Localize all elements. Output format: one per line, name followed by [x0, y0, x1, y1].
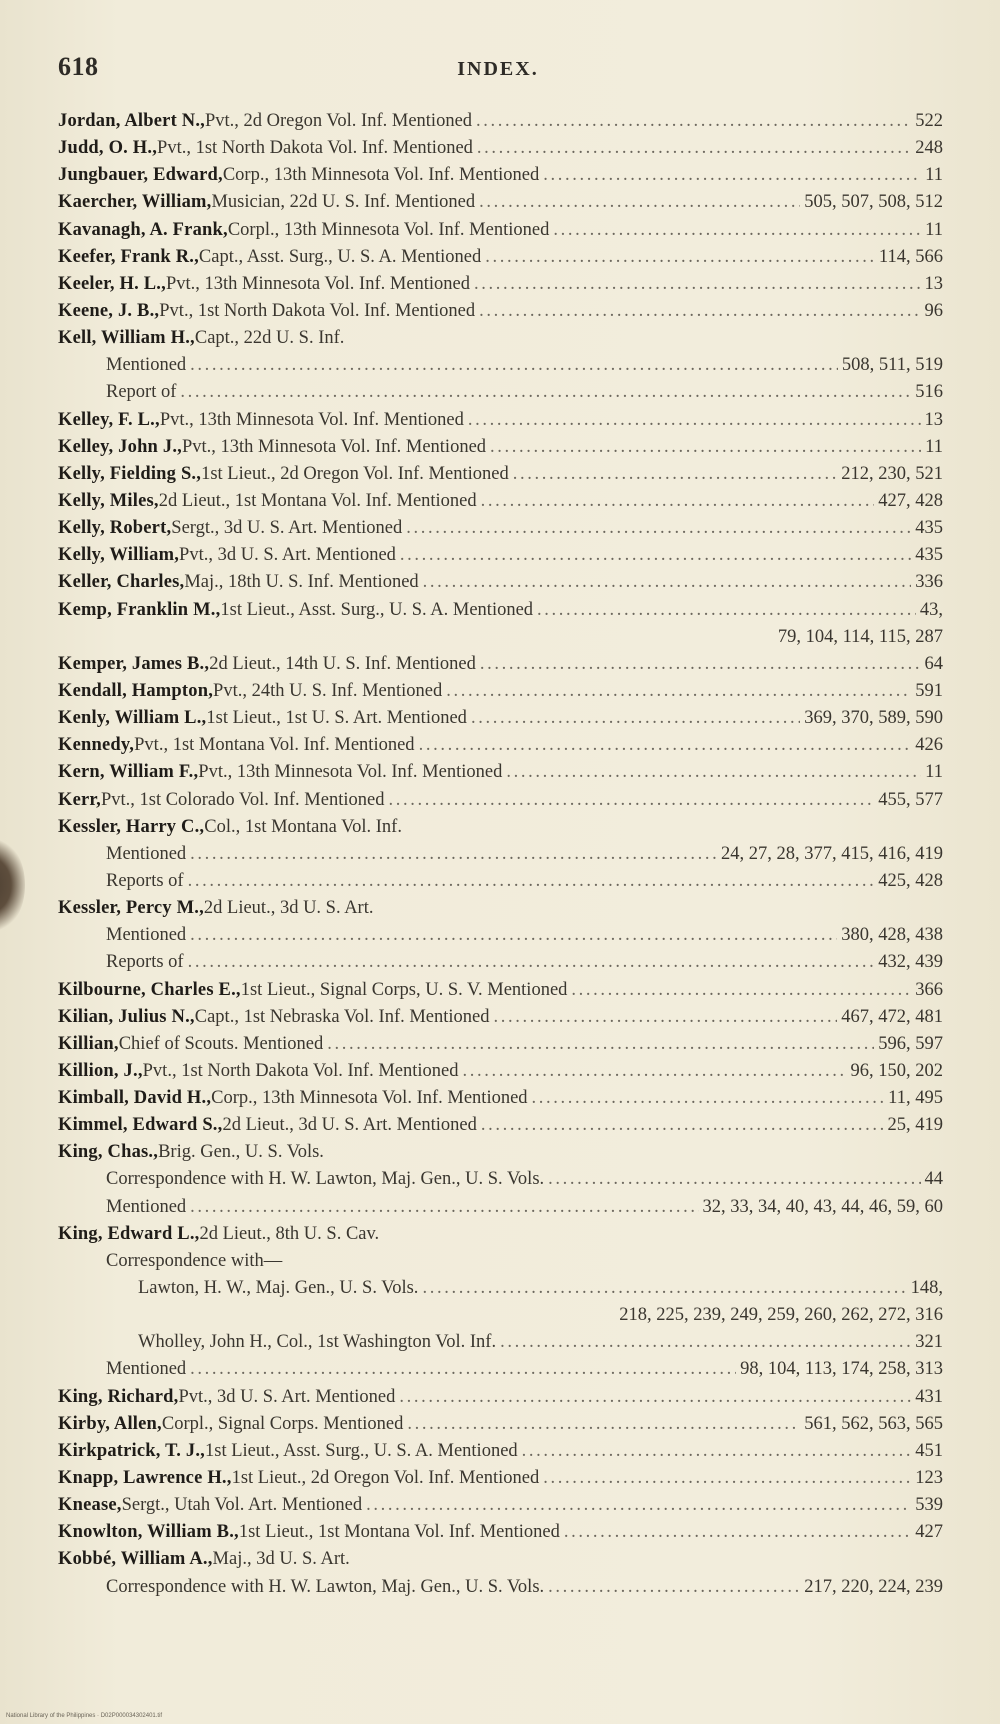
index-entry-continuation — [58, 1302, 943, 1329]
dot-leader — [490, 434, 921, 461]
index-entry — [58, 1546, 943, 1573]
entry-pages: 539 — [915, 1495, 943, 1516]
index-entry — [58, 1004, 943, 1031]
index-entry — [58, 1384, 943, 1411]
entry-pages: 25, 419 — [887, 1115, 943, 1136]
entry-description: 2d Lieut., 8th U. S. Cav. — [199, 1223, 380, 1244]
entry-pages: 13 — [924, 409, 943, 430]
dot-leader — [571, 977, 911, 1004]
entry-name: Jordan, Albert N., — [58, 111, 205, 131]
index-entry — [58, 217, 943, 244]
dot-leader — [480, 651, 921, 678]
index-entries — [58, 108, 943, 1601]
entry-description: Reports of — [106, 870, 184, 891]
index-entry — [58, 488, 943, 515]
entry-pages: 366 — [915, 979, 943, 1000]
index-entry — [58, 569, 943, 596]
entry-pages: 11 — [925, 219, 943, 240]
entry-pages: 79, 104, 114, 115, 287 — [777, 626, 943, 647]
entry-description: Wholley, John H., Col., 1st Washington Vol. Inf. — [138, 1332, 497, 1353]
dot-leader — [190, 1194, 698, 1221]
index-entry — [58, 542, 943, 569]
dot-leader — [476, 108, 911, 135]
entry-description: Sergt., 3d U. S. Art. Mentioned — [171, 518, 403, 539]
entry-description: 2d Lieut., 14th U. S. Inf. Mentioned — [209, 653, 476, 674]
index-entry — [58, 1438, 943, 1465]
entry-pages: 369, 370, 589, 590 — [804, 708, 943, 729]
index-subentry — [58, 1248, 943, 1275]
entry-name: Kavanagh, A. Frank, — [58, 219, 228, 240]
index-subentry — [58, 949, 943, 976]
entry-description: 1st Lieut., Signal Corps, U. S. V. Mentioned — [240, 979, 568, 1000]
index-subentry — [58, 352, 943, 379]
index-entry — [58, 1465, 943, 1492]
dot-leader — [400, 542, 911, 569]
scan-credit: National Library of the Philippines · D02P000034302401.tif — [6, 1713, 163, 1719]
entry-pages: 11 — [925, 436, 943, 457]
dot-leader — [543, 162, 921, 189]
dot-leader — [407, 1411, 800, 1438]
entry-description: Capt., Asst. Surg., U. S. A. Mentioned — [198, 246, 482, 267]
index-subentry — [58, 922, 943, 949]
entry-description: Pvt., 1st North Dakota Vol. Inf. Mentioned — [157, 138, 473, 159]
entry-name: Kimball, David H., — [58, 1088, 212, 1109]
entry-pages: 427 — [915, 1522, 943, 1543]
entry-pages: 148, — [910, 1278, 943, 1299]
entry-description: Capt., 1st Nebraska Vol. Inf. Mentioned — [194, 1006, 490, 1027]
dot-leader — [548, 1166, 920, 1193]
entry-name: Keene, J. B., — [58, 300, 160, 321]
entry-name: Kaercher, William, — [58, 192, 212, 213]
page-header — [58, 52, 938, 88]
index-entry — [58, 1139, 943, 1166]
running-title: INDEX. — [457, 58, 539, 80]
entry-description: Sergt., Utah Vol. Art. Mentioned — [121, 1495, 363, 1516]
entry-pages: 431 — [915, 1386, 943, 1407]
entry-pages: 467, 472, 481 — [841, 1006, 943, 1027]
entry-description: Pvt., 13th Minnesota Vol. Inf. Mentioned — [198, 762, 503, 783]
dot-leader — [188, 868, 875, 895]
entry-pages: 336 — [915, 572, 943, 593]
entry-pages: 24, 27, 28, 377, 415, 416, 419 — [721, 843, 943, 864]
entry-pages: 508, 511, 519 — [841, 355, 943, 376]
dot-leader — [494, 1004, 838, 1031]
dot-leader — [479, 189, 800, 216]
entry-name: Kilbourne, Charles E., — [58, 979, 241, 1000]
entry-name: Kessler, Harry C., — [58, 816, 205, 837]
index-entry — [58, 1058, 943, 1085]
entry-name: Killian, — [58, 1033, 119, 1054]
index-subentry — [58, 1194, 943, 1221]
dot-leader — [422, 1275, 906, 1302]
entry-pages: 596, 597 — [878, 1033, 943, 1054]
entry-description: Pvt., 13th Minnesota Vol. Inf. Mentioned — [159, 409, 464, 430]
entry-description: Corpl., 13th Minnesota Vol. Inf. Mentioned — [227, 219, 550, 240]
dot-leader — [190, 922, 837, 949]
dot-leader — [477, 135, 911, 162]
entry-description: Pvt., 1st Montana Vol. Inf. Mentioned — [134, 735, 415, 756]
entry-name: King, Edward L., — [58, 1223, 200, 1244]
entry-pages: 218, 225, 239, 249, 259, 260, 262, 272, 316 — [619, 1305, 943, 1326]
entry-description: Corp., 13th Minnesota Vol. Inf. Mentioned — [211, 1088, 528, 1109]
entry-pages: 561, 562, 563, 565 — [804, 1413, 943, 1434]
dot-leader — [190, 352, 838, 379]
entry-pages: 380, 428, 438 — [841, 925, 943, 946]
entry-description: Corpl., Signal Corps. Mentioned — [161, 1413, 404, 1434]
entry-name: Kelly, Robert, — [58, 518, 172, 539]
index-entry — [58, 162, 943, 189]
index-entry — [58, 108, 943, 135]
entry-pages: 212, 230, 521 — [841, 463, 943, 484]
entry-name: King, Chas., — [58, 1142, 159, 1163]
entry-name: Judd, O. H., — [58, 138, 158, 159]
index-entry — [58, 1221, 943, 1248]
entry-description: 2d Lieut., 3d U. S. Art. — [203, 898, 374, 919]
index-entry — [58, 759, 943, 786]
index-entry — [58, 135, 943, 162]
dot-leader — [485, 244, 875, 271]
entry-name: Kelly, William, — [58, 545, 180, 566]
entry-name: Kirby, Allen, — [58, 1413, 162, 1434]
entry-pages: 522 — [915, 111, 943, 131]
entry-name: Kelley, F. L., — [58, 409, 160, 430]
index-entry — [58, 977, 943, 1004]
entry-description: 1st Lieut., 1st Montana Vol. Inf. Mentioned — [238, 1522, 560, 1543]
entry-name: Kelly, Miles, — [58, 490, 159, 511]
entry-description: 1st Lieut., Asst. Surg., U. S. A. Mentioned — [205, 1440, 518, 1461]
entry-pages: 321 — [915, 1332, 943, 1353]
entry-description: Reports of — [106, 952, 184, 973]
entry-name: Keller, Charles, — [58, 572, 185, 593]
entry-pages: 96, 150, 202 — [850, 1060, 943, 1081]
entry-description: Correspondence with— — [106, 1250, 283, 1271]
entry-pages: 123 — [915, 1468, 943, 1489]
entry-name: Kern, William F., — [58, 762, 199, 783]
entry-pages: 591 — [915, 680, 943, 701]
dot-leader — [481, 1112, 884, 1139]
dot-leader — [564, 1519, 911, 1546]
entry-pages: 98, 104, 113, 174, 258, 313 — [740, 1359, 943, 1380]
index-entry — [58, 515, 943, 542]
entry-description: Corp., 13th Minnesota Vol. Inf. Mentioned — [222, 165, 540, 186]
entry-pages: 425, 428 — [878, 870, 943, 891]
entry-name: Keefer, Frank R., — [58, 246, 199, 267]
dot-leader — [190, 841, 717, 868]
dot-leader — [548, 1574, 800, 1601]
entry-name: Knease, — [58, 1495, 122, 1516]
index-entry — [58, 1112, 943, 1139]
entry-description: Mentioned — [106, 1196, 187, 1217]
dot-leader — [419, 732, 912, 759]
dot-leader — [500, 1329, 911, 1356]
entry-pages: 32, 33, 34, 40, 43, 44, 46, 59, 60 — [702, 1196, 943, 1217]
index-entry — [58, 1085, 943, 1112]
entry-description: Mentioned — [106, 1359, 187, 1380]
entry-name: Kerr, — [58, 789, 101, 810]
entry-name: Kirkpatrick, T. J., — [58, 1440, 206, 1461]
entry-description: Mentioned — [106, 355, 187, 376]
entry-name: King, Richard, — [58, 1386, 179, 1407]
entry-description: Capt., 22d U. S. Inf. — [194, 328, 345, 349]
entry-description: Musician, 22d U. S. Inf. Mentioned — [211, 192, 476, 213]
entry-description: Pvt., 3d U. S. Art. Mentioned — [179, 545, 396, 566]
dot-leader — [180, 379, 911, 406]
entry-pages: 217, 220, 224, 239 — [804, 1576, 943, 1597]
dot-leader — [506, 759, 921, 786]
entry-description: Brig. Gen., U. S. Vols. — [158, 1142, 324, 1163]
entry-description: Pvt., 2d Oregon Vol. Inf. Mentioned — [204, 111, 473, 131]
entry-pages: 96 — [924, 300, 943, 321]
entry-name: Keeler, H. L., — [58, 273, 166, 294]
index-entry — [58, 298, 943, 325]
entry-name: Kendall, Hampton, — [58, 680, 214, 701]
dot-leader — [446, 678, 911, 705]
index-entry — [58, 407, 943, 434]
entry-name: Kemp, Franklin M., — [58, 599, 221, 620]
entry-name: Killion, J., — [58, 1060, 143, 1081]
dot-leader — [388, 787, 874, 814]
index-entry — [58, 787, 943, 814]
dot-leader — [543, 1465, 911, 1492]
dot-leader — [471, 705, 800, 732]
dot-leader — [468, 407, 921, 434]
entry-pages: 516 — [915, 382, 943, 403]
entry-description: Pvt., 1st Colorado Vol. Inf. Mentioned — [100, 789, 385, 810]
entry-pages: 451 — [915, 1440, 943, 1461]
entry-pages: 435 — [915, 518, 943, 539]
dot-leader — [399, 1384, 911, 1411]
entry-pages: 44 — [924, 1169, 943, 1190]
entry-name: Kobbé, William A., — [58, 1549, 213, 1570]
entry-name: Jungbauer, Edward, — [58, 165, 223, 186]
entry-name: Kelley, John J., — [58, 436, 182, 457]
entry-description: Mentioned — [106, 843, 187, 864]
index-entry-continuation — [58, 624, 943, 651]
entry-name: Knapp, Lawrence H., — [58, 1468, 232, 1489]
entry-name: Kimmel, Edward S., — [58, 1115, 223, 1136]
entry-description: Pvt., 13th Minnesota Vol. Inf. Mentioned — [165, 273, 471, 294]
index-entry — [58, 189, 943, 216]
entry-description: Mentioned — [106, 925, 187, 946]
entry-pages: 64 — [924, 653, 943, 674]
index-entry — [58, 244, 943, 271]
entry-pages: 11 — [925, 165, 943, 186]
entry-description: Col., 1st Montana Vol. Inf. — [204, 816, 402, 837]
dot-leader — [463, 1058, 847, 1085]
dot-leader — [406, 515, 911, 542]
entry-name: Kennedy, — [58, 735, 135, 756]
index-subentry — [58, 1275, 943, 1302]
dot-leader — [537, 597, 916, 624]
entry-name: Kemper, James B., — [58, 653, 210, 674]
entry-description: Pvt., 13th Minnesota Vol. Inf. Mentioned — [181, 436, 487, 457]
index-entry — [58, 597, 943, 624]
entry-pages: 114, 566 — [878, 246, 943, 267]
scan-thumb-shadow — [0, 840, 25, 930]
entry-pages: 11 — [925, 762, 943, 783]
index-subentry — [58, 379, 943, 406]
entry-description: Pvt., 1st North Dakota Vol. Inf. Mentioned — [159, 300, 476, 321]
entry-pages: 505, 507, 508, 512 — [804, 192, 943, 213]
entry-description: 1st Lieut., 2d Oregon Vol. Inf. Mentioned — [201, 463, 509, 484]
entry-name: Kelly, Fielding S., — [58, 463, 202, 484]
entry-name: Kessler, Percy M., — [58, 898, 204, 919]
dot-leader — [474, 271, 920, 298]
entry-description: 1st Lieut., 2d Oregon Vol. Inf. Mentioned — [231, 1468, 540, 1489]
entry-name: Kell, William H., — [58, 328, 195, 349]
entry-name: Knowlton, William B., — [58, 1522, 239, 1543]
index-entry — [58, 1492, 943, 1519]
dot-leader — [190, 1356, 736, 1383]
dot-leader — [423, 569, 912, 596]
index-entry — [58, 895, 943, 922]
entry-description: Maj., 3d U. S. Art. — [212, 1549, 350, 1570]
index-subentry — [58, 1574, 943, 1601]
index-entry — [58, 814, 943, 841]
index-entry — [58, 1519, 943, 1546]
entry-description: Pvt., 1st North Dakota Vol. Inf. Mentioned — [142, 1060, 459, 1081]
entry-description: 2d Lieut., 3d U. S. Art. Mentioned — [222, 1115, 477, 1136]
entry-pages: 426 — [915, 735, 943, 756]
index-entry — [58, 732, 943, 759]
index-entry — [58, 271, 943, 298]
entry-description: 2d Lieut., 1st Montana Vol. Inf. Mentioned — [158, 490, 477, 511]
dot-leader — [188, 949, 875, 976]
dot-leader — [522, 1438, 912, 1465]
entry-description: Correspondence with H. W. Lawton, Maj. Gen., U. S. Vols. — [106, 1576, 545, 1597]
index-entry — [58, 325, 943, 352]
entry-description: Correspondence with H. W. Lawton, Maj. Gen., U. S. Vols. — [106, 1169, 545, 1190]
dot-leader — [532, 1085, 885, 1112]
entry-description: Report of — [106, 382, 177, 403]
dot-leader — [366, 1492, 911, 1519]
index-subentry — [58, 1166, 943, 1193]
index-entry — [58, 1411, 943, 1438]
entry-description: 1st Lieut., 1st U. S. Art. Mentioned — [206, 708, 467, 729]
index-entry — [58, 1031, 943, 1058]
page-number: 618 — [58, 52, 99, 81]
dot-leader — [481, 488, 875, 515]
dot-leader — [327, 1031, 874, 1058]
entry-name: Kenly, William L., — [58, 708, 207, 729]
entry-pages: 13 — [924, 273, 943, 294]
index-entry — [58, 461, 943, 488]
entry-pages: 427, 428 — [878, 490, 943, 511]
index-subentry — [58, 841, 943, 868]
index-entry — [58, 705, 943, 732]
entry-pages: 43, — [919, 599, 943, 620]
dot-leader — [513, 461, 838, 488]
index-subentry — [58, 1329, 943, 1356]
entry-name: Kilian, Julius N., — [58, 1006, 195, 1027]
dot-leader — [479, 298, 920, 325]
entry-description: Pvt., 3d U. S. Art. Mentioned — [178, 1386, 396, 1407]
entry-description: 1st Lieut., Asst. Surg., U. S. A. Mentioned — [220, 599, 534, 620]
entry-pages: 432, 439 — [878, 952, 943, 973]
entry-pages: 248 — [915, 138, 943, 159]
entry-description: Pvt., 24th U. S. Inf. Mentioned — [213, 680, 443, 701]
entry-description: Chief of Scouts. Mentioned — [118, 1033, 324, 1054]
entry-description: Lawton, H. W., Maj. Gen., U. S. Vols. — [138, 1278, 419, 1299]
entry-pages: 435 — [915, 545, 943, 566]
index-entry — [58, 434, 943, 461]
index-subentry — [58, 1356, 943, 1383]
index-subentry — [58, 868, 943, 895]
index-entry — [58, 678, 943, 705]
entry-pages: 455, 577 — [878, 789, 943, 810]
index-entry — [58, 651, 943, 678]
entry-pages: 11, 495 — [888, 1088, 943, 1109]
dot-leader — [553, 217, 921, 244]
entry-description: Maj., 18th U. S. Inf. Mentioned — [184, 572, 419, 593]
